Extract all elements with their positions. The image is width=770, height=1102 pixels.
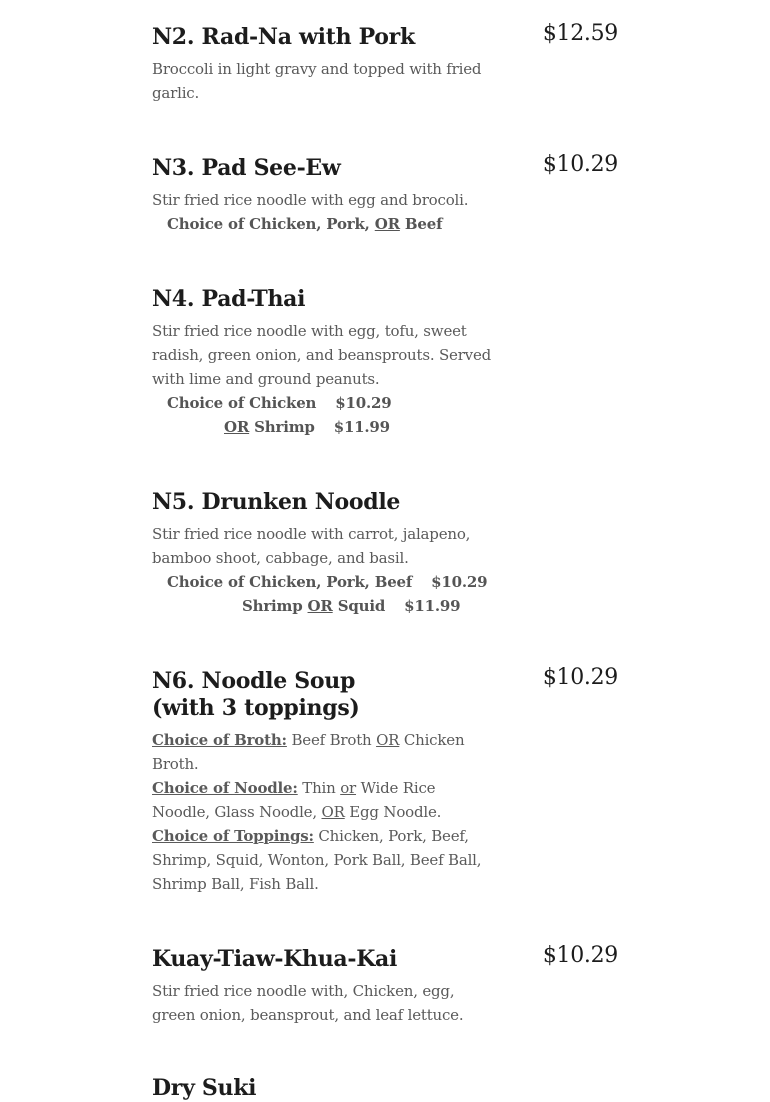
or-text: OR [307, 597, 333, 615]
or-text: OR [374, 215, 400, 233]
item-name: Dry Suki [152, 1075, 257, 1101]
item-price: $10.29 [542, 665, 618, 690]
item-price: $12.59 [542, 21, 618, 46]
item-choice-line-1 [152, 391, 618, 415]
item-price: $10.29 [542, 943, 618, 968]
or-text: OR [321, 803, 345, 821]
choice-price: $11.99 [404, 597, 461, 615]
choice-price: $10.29 [431, 573, 488, 591]
item-name: Kuay-Tiaw-Khua-Kai [152, 946, 398, 972]
broth-label: Choice of Broth: [152, 731, 287, 749]
broth-option: Beef Broth [291, 731, 372, 749]
item-description: Stir fried rice noodle with, Chicken, egg, green onion, beansprout, and leaf lettuce. [152, 982, 464, 1024]
menu-item-n4 [152, 286, 618, 439]
choice-text: Choice of Chicken, Pork, Beef [167, 573, 413, 591]
menu-item-n6 [152, 665, 618, 896]
item-description: Broccoli in light gravy and topped with fried garlic. [152, 60, 482, 102]
noodle-option: Egg Noodle. [349, 803, 442, 821]
toppings-choice [152, 824, 492, 896]
menu-item-dry-suki [152, 1075, 618, 1102]
item-name: N3. Pad See-Ew [152, 155, 341, 181]
item-choices [152, 212, 618, 236]
item-price: $10.29 [542, 152, 618, 177]
item-name: N4. Pad-Thai [152, 286, 306, 312]
item-name: N2. Rad-Na with Pork [152, 24, 415, 50]
item-choice-line-1 [152, 570, 618, 594]
or-text: or [340, 779, 357, 797]
or-text: OR [224, 418, 250, 436]
choice-text: Beef [404, 215, 443, 233]
choice-text: Shrimp [242, 597, 303, 615]
choice-text: Choice of Chicken, Pork, [167, 215, 370, 233]
broth-option: Chicken Broth. [152, 731, 465, 773]
choice-price: $11.99 [333, 418, 390, 436]
item-name: N6. Noodle Soup (with 3 toppings) [152, 668, 360, 721]
broth-choice [152, 728, 492, 776]
toppings-label: Choice of Toppings: [152, 827, 314, 845]
item-description: Stir fried rice noodle with egg, tofu, sweet radish, green onion, and beansprouts. Served with lime and ground peanuts. [152, 322, 492, 388]
choice-price: $10.29 [335, 394, 392, 412]
item-choice-line-2 [152, 594, 618, 618]
menu-item-n3 [152, 152, 618, 236]
choice-text: Shrimp [254, 418, 315, 436]
noodle-option: Wide Rice Noodle, Glass Noodle, [152, 779, 436, 821]
choice-text: Choice of Chicken [167, 394, 317, 412]
noodle-option: Thin [302, 779, 336, 797]
choice-text: Squid [337, 597, 386, 615]
item-description: Stir fried rice noodle with carrot, jalapeno, bamboo shoot, cabbage, and basil. [152, 525, 471, 567]
item-description [152, 728, 492, 896]
toppings-list: Chicken, Pork, Beef, Shrimp, Squid, Wonton, Pork Ball, Beef Ball, Shrimp Ball, Fish Ball. [152, 827, 482, 893]
menu-item-kuay-tiaw-khua-kai [152, 943, 618, 1027]
noodle-choice [152, 776, 492, 824]
noodle-label: Choice of Noodle: [152, 779, 298, 797]
item-choice-line-2 [152, 415, 618, 439]
item-description: Stir fried rice noodle with egg and brocoli. [152, 191, 469, 209]
item-name: N5. Drunken Noodle [152, 489, 401, 515]
or-text: OR [376, 731, 400, 749]
menu-item-n2 [152, 21, 618, 105]
menu-item-n5 [152, 489, 618, 618]
